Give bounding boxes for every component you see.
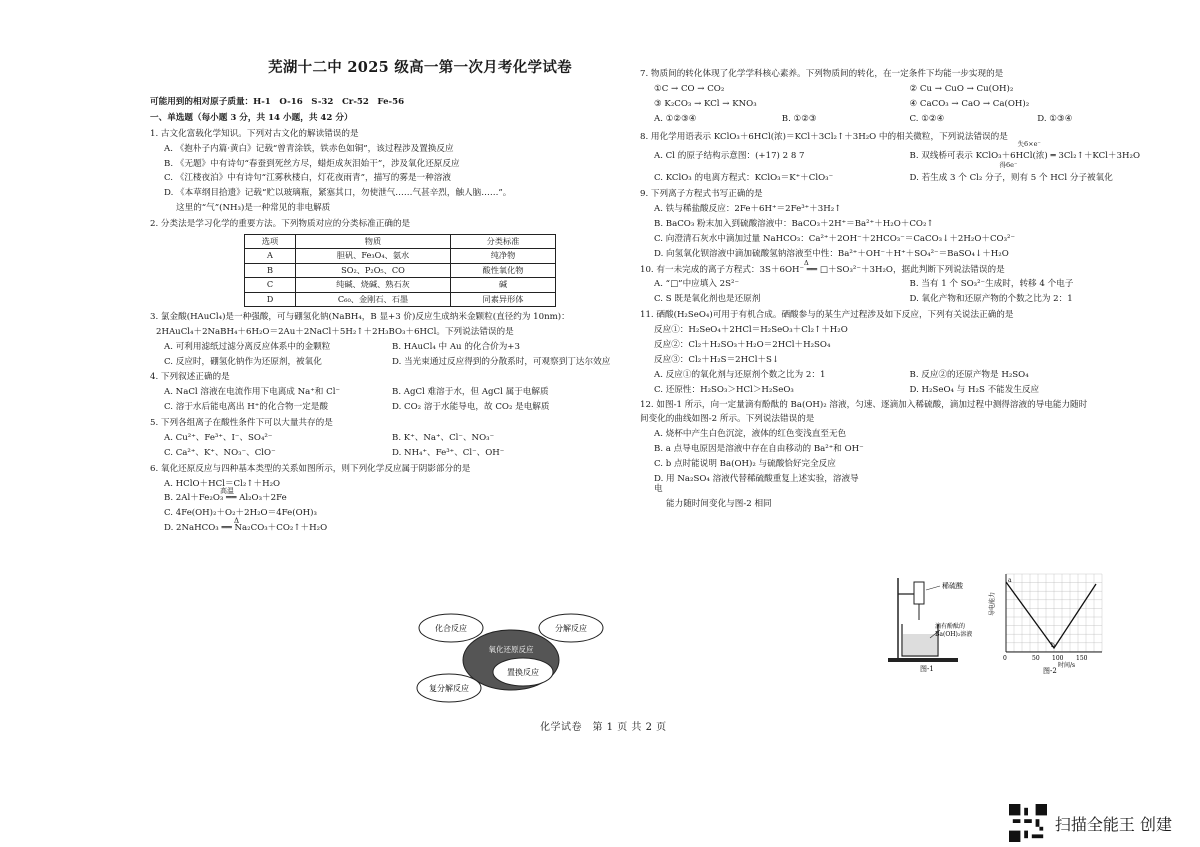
stand-base (888, 658, 958, 662)
q12-stem: 12. 如图-1 所示，向一定量滴有酚酞的 Ba(OH)₂ 溶液，匀速、逐滴加入稀硫酸，滴加过程中测得溶液的导电能力随时 (640, 400, 1088, 411)
q3-option-a: A. 可利用滤纸过滤分离反应体系中的金颗粒 (164, 341, 331, 352)
table-cell: C₆₀、金刚石、石墨 (296, 292, 451, 306)
q9-option-c: C. 向澄清石灰水中滴加过量 NaHCO₃：Ca²⁺＋2OH⁻＋2HCO₃⁻＝CaCO₃↓＋2H₂O＋CO₃²⁻ (654, 233, 1016, 244)
table-cell: 胆矾、Fe₃O₄、氨水 (296, 249, 451, 263)
q7-option-d: D. ①③④ (1037, 113, 1073, 124)
q8-options-row2 (654, 174, 1165, 184)
table-cell: B (245, 263, 296, 277)
graph-grid (1006, 574, 1102, 652)
q12-option-d-cont: 能力随时间变化与图-2 相同 (666, 498, 772, 509)
reaction-type-venn-diagram (413, 608, 609, 706)
table-cell: 纯净物 (451, 249, 556, 263)
q3-options-row1 (164, 343, 620, 353)
table-cell: 同素异形体 (451, 292, 556, 306)
q11-option-b: B. 反应②的还原产物是 H₂SO₄ (909, 369, 1029, 380)
q7-option-c: C. ①②④ (909, 113, 945, 124)
table-header: 物质 (296, 234, 451, 248)
venn-label-displacement: 置换反应 (507, 668, 539, 677)
q12-option-c: C. b 点时能说明 Ba(OH)₂ 与硫酸恰好完全反应 (654, 458, 836, 469)
q8-bridge-bottom-label: 得6e⁻ (999, 161, 1018, 170)
watermark-text: 扫描全能王 创建 (1054, 814, 1172, 834)
q4-option-b: B. AgCl 难溶于水，但 AgCl 属于电解质 (392, 387, 549, 398)
q7-option-a: A. ①②③④ (654, 113, 697, 124)
figure-2-conductivity-graph (988, 568, 1106, 674)
venn-label-redox: 氧化还原反应 (488, 645, 534, 654)
q5-option-a: A. Cu²⁺、Fe³⁺、I⁻、SO₄²⁻ (164, 432, 273, 443)
q5-option-d: D. NH₄⁺、Fe³⁺、Cl⁻、OH⁻ (392, 447, 505, 458)
table-header: 选项 (245, 234, 296, 248)
q1-option-b: B. 《无题》中有诗句“春蚕到死丝方尽，蜡炬成灰泪始干”，涉及氧化还原反应 (164, 158, 460, 169)
q3-options-row2 (164, 358, 620, 368)
x-tick-label: 50 (1032, 655, 1040, 662)
leader-line (926, 586, 940, 590)
right-column (640, 58, 1165, 509)
table-row (245, 263, 556, 277)
q12-option-a: A. 烧杯中产生白色沉淀，液体的红色变浅直至无色 (654, 429, 847, 440)
q7-option-b: B. ①②③ (781, 113, 817, 124)
q11-reaction-3: 反应③：Cl₂＋H₂S＝2HCl＋S↓ (654, 354, 780, 365)
q10-stem (640, 258, 1165, 276)
q5-options-row1 (164, 434, 620, 444)
figure-2-x-label: 时间/s (1058, 662, 1076, 669)
q1-option-d-cont: 这里的“气”(NH₃)是一种常见的非电解质 (176, 203, 331, 214)
q8-options-row1 (654, 140, 1165, 170)
q10-options-row1 (654, 280, 1165, 290)
q11-reaction-2: 反应②：Cl₂＋H₂SO₃＋H₂O＝2HCl＋H₂SO₄ (654, 339, 831, 350)
table-row (245, 278, 556, 292)
q11-option-a: A. 反应①的氧化剂与还原剂个数之比为 2：1 (654, 369, 826, 380)
point-b-label: b (1051, 642, 1055, 649)
table-cell: A (245, 249, 296, 263)
figure-1-solution-label-2: Ba(OH)₂溶液 (935, 631, 973, 638)
table-cell: 酸性氧化物 (451, 263, 556, 277)
beaker-solution (903, 634, 937, 655)
q6-option-b-condition: 高温 (220, 487, 234, 496)
q7-item-3: ③ K₂CO₃ → KCl → KNO₃ (654, 98, 757, 109)
q10-option-b: B. 当有 1 个 SO₃²⁻生成时，转移 4 个电子 (909, 279, 1074, 290)
venn-label-decomposition: 分解反应 (555, 624, 587, 633)
burette (914, 582, 924, 604)
scanner-watermark (1009, 804, 1172, 842)
q10-options-row2 (654, 295, 1165, 305)
q11-option-c: C. 还原性：H₂SO₃＞HCl＞H₂SeO₃ (654, 384, 794, 395)
q10-option-a: A. “□”中应填入 2S²⁻ (654, 279, 740, 290)
q3-option-b: B. HAuCl₄ 中 Au 的化合价为+3 (392, 341, 520, 352)
q9-option-b: B. BaCO₃ 粉末加入到硫酸溶液中：BaCO₃＋2H⁺＝Ba²⁺＋H₂O＋CO₂↑ (654, 218, 934, 229)
venn-label-double-decomposition: 复分解反应 (429, 684, 469, 693)
q6-option-c: C. 4Fe(OH)₂＋O₂＋2H₂O＝4Fe(OH)₃ (164, 508, 317, 519)
table-row (245, 249, 556, 263)
q9-option-a: A. 铁与稀盐酸反应：2Fe＋6H⁺＝2Fe³⁺＋3H₂↑ (654, 204, 842, 214)
q4-stem: 4. 下列叙述正确的是 (150, 372, 230, 383)
q7-options (654, 115, 1165, 125)
q7-item-4: ④ CaCO₃ → CaO → Ca(OH)₂ (909, 98, 1030, 109)
table-cell: C (245, 278, 296, 292)
q6-option-a: A. HClO＋HCl＝Cl₂↑＋H₂O (164, 478, 281, 489)
q5-option-b: B. K⁺、Na⁺、Cl⁻、NO₃⁻ (392, 432, 495, 443)
x-tick-label: 150 (1076, 655, 1088, 662)
q11-reaction-1: 反应①：H₂SeO₄＋2HCl＝H₂SeO₃＋Cl₂↑＋H₂O (654, 325, 848, 335)
table-header-row (245, 234, 556, 248)
q4-options-row2 (164, 403, 620, 413)
q11-stem: 11. 硒酸(H₂SeO₄)可用于有机合成。硒酸参与的某生产过程涉及如下反应，下列有关说法正确的是 (640, 310, 1014, 321)
table-header: 分类标准 (451, 234, 556, 248)
q1-stem: 1. 古文化富载化学知识。下列对古文化的解读错误的是 (150, 128, 359, 139)
q1-option-c: C. 《江楼夜泊》中有诗句“江雾秋楼白，灯花夜雨青”，描写的雾是一种溶液 (164, 173, 451, 184)
q3-stem: 3. 氯金酸(HAuCl₄)是一种强酸，可与硼氢化钠(NaBH₄，B 显+3 价)反应生成纳米金颗粒(直径约为 10nm)： (150, 311, 570, 322)
q11-option-d: D. H₂SeO₄ 与 H₂S 不能发生反应 (909, 384, 1040, 395)
q4-option-a: A. NaCl 溶液在电流作用下电离成 Na⁺和 Cl⁻ (164, 387, 340, 398)
classification-table (244, 234, 556, 307)
q7-stem: 7. 物质间的转化体现了化学学科核心素养。下列物质间的转化，在一定条件下均能一步实现的是 (640, 69, 1004, 79)
figure-2-y-label: 导电能力 (989, 591, 996, 617)
q4-option-c: C. 溶于水后能电离出 H⁺的化合物一定是酸 (164, 402, 328, 413)
q12-option-b: B. a 点导电原因是溶液中存在自由移动的 Ba²⁺和 OH⁻ (654, 444, 864, 454)
q2-stem: 2. 分类法是学习化学的重要方法。下列物质对应的分类标准正确的是 (150, 219, 411, 229)
atomic-mass-line: 可能用到的相对原子质量：H-1 O-16 S-32 Cr-52 Fe-56 (150, 97, 405, 107)
q6-option-d (164, 517, 620, 534)
q12-options (640, 430, 865, 509)
q11-options-row2 (654, 386, 1165, 396)
q9-stem: 9. 下列离子方程式书写正确的是 (640, 189, 763, 200)
q6-option-b (164, 487, 620, 504)
q5-stem: 5. 下列各组离子在酸性条件下可以大量共存的是 (150, 418, 333, 429)
qr-code-icon (1009, 804, 1047, 842)
figure-1-solution-label: 滴有酚酞的 (935, 623, 966, 630)
q8-option-a: A. Cl 的原子结构示意图：(+17) 2 8 7 (654, 151, 805, 162)
section-heading: 一、单选题（每小题 3 分，共 14 小题，共 42 分） (150, 112, 353, 123)
q8-bridge-top-label: 失6×e⁻ (1017, 140, 1041, 149)
q6-option-d-condition: Δ (234, 517, 240, 526)
q3-option-d: D. 当光束通过反应得到的分散系时，可观察到丁达尔效应 (392, 356, 611, 367)
q5-option-c: C. Ca²⁺、K⁺、NO₃⁻、ClO⁻ (164, 447, 276, 458)
q1-option-d: D. 《本草纲目拾遗》记载“贮以玻璃瓶，紧塞其口，勿使泄气……气甚辛烈，触人脑……”。 (164, 188, 512, 199)
left-column (150, 58, 620, 534)
q3-option-c: C. 反应时，硼氢化钠作为还原剂，被氧化 (164, 356, 322, 367)
q5-options-row2 (164, 449, 620, 459)
q7-item-1: ①C → CO → CO₂ (654, 83, 725, 94)
q7-items-row1 (654, 85, 1165, 95)
q10-option-c: C. S 既是氧化剂也是还原剂 (654, 294, 761, 305)
table-row (245, 292, 556, 306)
figure-1-label: 图-1 (920, 665, 934, 672)
q10-condition: Δ (804, 258, 809, 267)
q8-option-b-text: B. 双线桥可表示 KClO₃＋6HCl(浓) ═ 3Cl₂↑＋KCl＋3H₂O (909, 151, 1140, 162)
page-footer: 化学试卷 第 1 页 共 2 页 (540, 722, 667, 733)
table-cell: 碱 (451, 278, 556, 292)
q12-stem-cont: 间变化的曲线如图-2 所示。下列说法错误的是 (640, 414, 815, 425)
conductivity-curve (1006, 582, 1096, 648)
q6-option-d-text: D. 2NaHCO₃ ══ Na₂CO₃＋CO₂↑＋H₂O (164, 523, 328, 534)
q4-option-d: D. CO₂ 溶于水能导电，故 CO₂ 是电解质 (392, 402, 550, 413)
figure-2-label: 图-2 (1043, 667, 1057, 674)
q8-option-b (909, 140, 1166, 170)
q9-option-d: D. 向氢氧化钡溶液中滴加硫酸氢钠溶液至中性：Ba²⁺＋OH⁻＋H⁺＋SO₄²⁻＝BaSO₄↓＋H₂O (654, 248, 1009, 259)
q6-option-b-text: B. 2Al＋Fe₂O₃ ══ Al₂O₃＋2Fe (164, 493, 287, 504)
q4-options-row1 (164, 388, 620, 398)
table-cell: 纯碱、烧碱、熟石灰 (296, 278, 451, 292)
q11-options-row1 (654, 371, 1165, 381)
q1-option-a: A. 《抱朴子内篇·黄白》记载“曾青涂铁，铁赤色如铜”，该过程涉及置换反应 (164, 143, 454, 154)
q7-item-2: ② Cu → CuO → Cu(OH)₂ (909, 83, 1014, 94)
q3-equation: 2HAuCl₄＋2NaBH₄＋6H₂O＝2Au＋2NaCl＋5H₂↑＋2H₃BO₃＋6HCl。下列说法错误的是 (156, 326, 514, 337)
figure-1-apparatus (880, 572, 980, 672)
q7-items-row2 (654, 100, 1165, 110)
figure-1-acid-label: 稀硫酸 (942, 582, 963, 590)
q10-option-d: D. 氧化产物和还原产物的个数之比为 2：1 (909, 294, 1073, 305)
q12-option-d: D. 用 Na₂SO₄ 溶液代替稀硫酸重复上述实验，溶液导电 (654, 473, 859, 494)
x-tick-label: 100 (1052, 655, 1064, 662)
venn-label-combination: 化合反应 (435, 624, 467, 633)
q6-stem: 6. 氧化还原反应与四种基本类型的关系如图所示，则下列化学反应属于阴影部分的是 (150, 463, 471, 474)
x-tick-label: 0 (1003, 655, 1007, 662)
q8-option-d: D. 若生成 3 个 Cl₂ 分子，则有 5 个 HCl 分子被氧化 (909, 173, 1113, 184)
table-cell: SO₂、P₂O₅、CO (296, 263, 451, 277)
point-a-label: a (1008, 577, 1012, 584)
table-cell: D (245, 292, 296, 306)
q10-stem-text: 10. 有一未完成的离子方程式：3S＋6OH⁻ ══ □＋SO₃²⁻＋3H₂O，据此判断下列说法错误的是 (640, 264, 1005, 275)
q8-stem: 8. 用化学用语表示 KClO₃＋6HCl(浓)＝KCl＋3Cl₂↑＋3H₂O 中的相关微粒，下列说法错误的是 (640, 131, 1008, 142)
exam-title: 芜湖十二中 2025 级高一第一次月考化学试卷 (268, 59, 572, 76)
q8-option-c: C. KClO₃ 的电离方程式：KClO₃＝K⁺＋ClO₃⁻ (654, 173, 834, 184)
